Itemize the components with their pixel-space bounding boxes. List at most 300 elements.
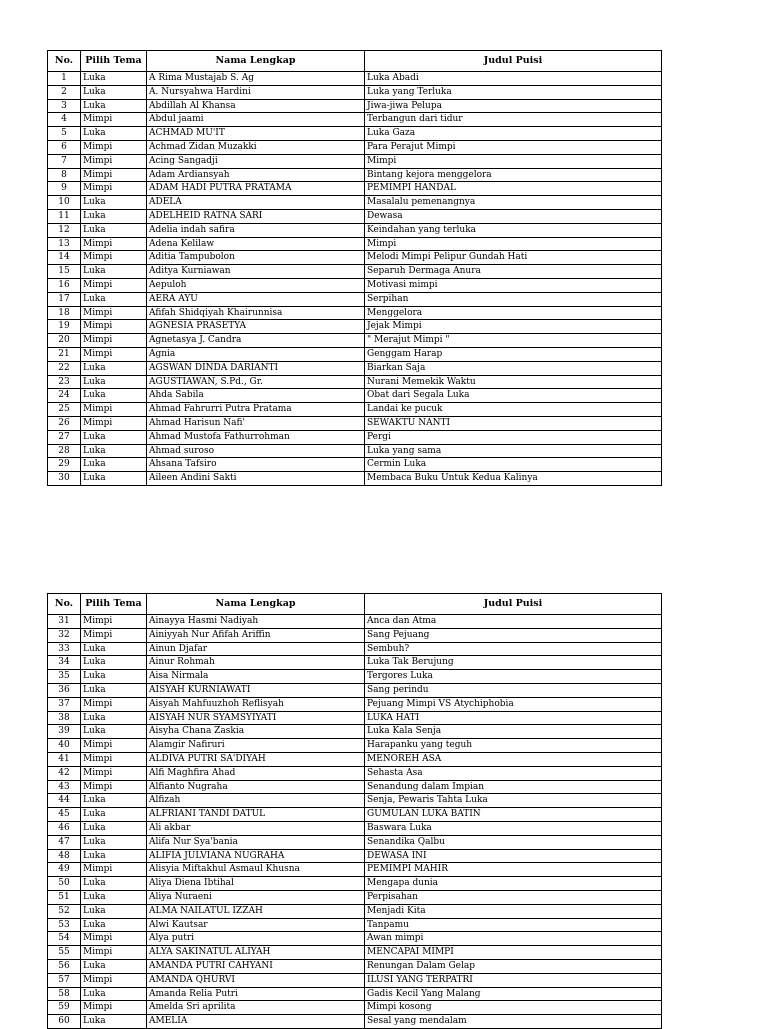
cell-no: 52 [48,904,81,918]
table-row [48,642,662,656]
table-row [48,656,662,670]
table-row [48,347,662,361]
cell-judul: Mengapa dunia [365,877,662,891]
cell-tema: Luka [81,835,147,849]
header-nama: Nama Lengkap [147,594,365,615]
cell-tema: Mimpi [81,697,147,711]
cell-nama: AMELIA [147,1015,365,1029]
cell-nama: Aditya Kurniawan [147,265,365,279]
table-row [48,725,662,739]
cell-tema: Luka [81,265,147,279]
cell-nama: Aditia Tampubolon [147,251,365,265]
cell-nama: ALDIVA PUTRI SA'DIYAH [147,752,365,766]
cell-no: 8 [48,168,81,182]
cell-tema: Mimpi [81,168,147,182]
table-row [48,127,662,141]
cell-no: 46 [48,821,81,835]
table-row [48,877,662,891]
cell-no: 23 [48,375,81,389]
cell-tema: Luka [81,209,147,223]
cell-no: 19 [48,320,81,334]
cell-no: 25 [48,403,81,417]
cell-tema: Mimpi [81,752,147,766]
cell-judul: " Merajut Mimpi " [365,334,662,348]
cell-nama: Aisa Nirmala [147,670,365,684]
cell-tema: Luka [81,683,147,697]
cell-tema: Luka [81,711,147,725]
table-row [48,430,662,444]
cell-judul: Sehasta Asa [365,766,662,780]
cell-judul: Luka Tak Berujung [365,656,662,670]
cell-nama: Alfianto Nugraha [147,780,365,794]
cell-tema: Luka [81,430,147,444]
cell-tema: Mimpi [81,251,147,265]
cell-tema: Mimpi [81,278,147,292]
cell-judul: Dewasa [365,209,662,223]
cell-tema: Luka [81,794,147,808]
table-row [48,251,662,265]
cell-tema: Luka [81,361,147,375]
cell-no: 59 [48,1001,81,1015]
cell-tema: Mimpi [81,347,147,361]
cell-tema: Luka [81,472,147,486]
cell-judul: Sesal yang mendalam [365,1015,662,1029]
cell-judul: ILUSI YANG TERPATRI [365,973,662,987]
cell-tema: Luka [81,127,147,141]
cell-nama: Ainun Djafar [147,642,365,656]
cell-no: 6 [48,140,81,154]
cell-tema: Mimpi [81,416,147,430]
cell-tema: Mimpi [81,766,147,780]
cell-tema: Mimpi [81,306,147,320]
cell-no: 38 [48,711,81,725]
cell-judul: Mimpi [365,237,662,251]
cell-nama: Aisyha Chana Zaskia [147,725,365,739]
cell-nama: Aisyah Mahfuuzhoh Reflisyah [147,697,365,711]
cell-no: 60 [48,1015,81,1029]
cell-judul: Masalalu pemenangnya [365,196,662,210]
cell-no: 5 [48,127,81,141]
cell-judul: Jiwa-jiwa Pelupa [365,99,662,113]
cell-tema: Luka [81,223,147,237]
table-row [48,168,662,182]
cell-tema: Luka [81,987,147,1001]
cell-judul: PEMIMPI HANDAL [365,182,662,196]
cell-no: 22 [48,361,81,375]
table-row [48,140,662,154]
cell-judul: Bintang kejora menggelora [365,168,662,182]
cell-no: 45 [48,808,81,822]
table-row [48,794,662,808]
cell-nama: Amelda Sri aprilita [147,1001,365,1015]
cell-nama: Ahsana Tafsiro [147,458,365,472]
cell-no: 50 [48,877,81,891]
cell-nama: Ali akbar [147,821,365,835]
cell-tema: Luka [81,890,147,904]
table-row [48,959,662,973]
cell-judul: Membaca Buku Untuk Kedua Kalinya [365,472,662,486]
table-row [48,458,662,472]
cell-nama: ALMA NAILATUL IZZAH [147,904,365,918]
cell-no: 26 [48,416,81,430]
table-row [48,292,662,306]
table-row [48,752,662,766]
table-row [48,863,662,877]
cell-tema: Mimpi [81,140,147,154]
cell-no: 48 [48,849,81,863]
cell-no: 28 [48,444,81,458]
cell-no: 54 [48,932,81,946]
cell-no: 44 [48,794,81,808]
cell-no: 9 [48,182,81,196]
cell-nama: Alifa Nur Sya'bania [147,835,365,849]
cell-nama: Alamgir Nafiruri [147,739,365,753]
table-row [48,987,662,1001]
header-nama: Nama Lengkap [147,51,365,72]
cell-tema: Mimpi [81,154,147,168]
cell-tema: Mimpi [81,182,147,196]
cell-judul: Menjadi Kita [365,904,662,918]
cell-nama: Aepuloh [147,278,365,292]
cell-tema: Luka [81,959,147,973]
cell-nama: Abdillah Al Khansa [147,99,365,113]
cell-judul: Tanpamu [365,918,662,932]
cell-no: 51 [48,890,81,904]
table-row [48,334,662,348]
poetry-table [47,50,662,486]
cell-nama: ALFRIANI TANDI DATUL [147,808,365,822]
cell-no: 29 [48,458,81,472]
cell-judul: Anca dan Atma [365,615,662,629]
cell-tema: Luka [81,918,147,932]
cell-nama: Aliya Diena Ibtihal [147,877,365,891]
cell-no: 14 [48,251,81,265]
cell-judul: Nurani Memekik Waktu [365,375,662,389]
cell-no: 17 [48,292,81,306]
cell-judul: Landai ke pucuk [365,403,662,417]
cell-judul: Sembuh? [365,642,662,656]
table-row [48,904,662,918]
table-row [48,683,662,697]
cell-nama: Agnetasya J. Candra [147,334,365,348]
cell-judul: Luka yang sama [365,444,662,458]
cell-tema: Mimpi [81,932,147,946]
cell-no: 2 [48,85,81,99]
poetry-table-1 [47,50,661,486]
cell-tema: Mimpi [81,403,147,417]
cell-nama: AMANDA QHURVI [147,973,365,987]
cell-judul: Serpihan [365,292,662,306]
cell-tema: Luka [81,458,147,472]
cell-tema: Mimpi [81,739,147,753]
table-row [48,320,662,334]
cell-nama: Adam Ardiansyah [147,168,365,182]
cell-tema: Luka [81,821,147,835]
cell-nama: Amanda Relia Putri [147,987,365,1001]
cell-judul: Motivasi mimpi [365,278,662,292]
cell-judul: Separuh Dermaga Anura [365,265,662,279]
cell-judul: Cermin Luka [365,458,662,472]
table-row [48,697,662,711]
cell-no: 57 [48,973,81,987]
table-row [48,223,662,237]
cell-no: 24 [48,389,81,403]
cell-nama: A Rima Mustajab S. Ag [147,72,365,86]
table-row [48,375,662,389]
cell-no: 55 [48,946,81,960]
table-row [48,361,662,375]
cell-nama: ALIFIA JULVIANA NUGRAHA [147,849,365,863]
table-row [48,278,662,292]
cell-nama: ADELHEID RATNA SARI [147,209,365,223]
cell-nama: AISYAH NUR SYAMSYIYATI [147,711,365,725]
cell-no: 32 [48,628,81,642]
table-row [48,182,662,196]
cell-nama: ADAM HADI PUTRA PRATAMA [147,182,365,196]
cell-nama: Ainayya Hasmi Nadiyah [147,615,365,629]
cell-judul: Mimpi [365,154,662,168]
cell-no: 31 [48,615,81,629]
cell-no: 27 [48,430,81,444]
cell-nama: Adelia indah safira [147,223,365,237]
cell-nama: Ahmad Mustofa Fathurrohman [147,430,365,444]
cell-tema: Luka [81,444,147,458]
cell-tema: Luka [81,196,147,210]
cell-no: 36 [48,683,81,697]
cell-tema: Luka [81,656,147,670]
cell-no: 20 [48,334,81,348]
table-row [48,932,662,946]
cell-no: 34 [48,656,81,670]
cell-tema: Luka [81,904,147,918]
cell-nama: Afifah Shidqiyah Khairunnisa [147,306,365,320]
cell-tema: Mimpi [81,113,147,127]
header-tema: Pilih Tema [81,51,147,72]
table-row [48,389,662,403]
cell-judul: Renungan Dalam Gelap [365,959,662,973]
cell-judul: Biarkan Saja [365,361,662,375]
table-row [48,306,662,320]
cell-judul: Luka Gaza [365,127,662,141]
cell-tema: Mimpi [81,334,147,348]
cell-nama: ADELA [147,196,365,210]
cell-nama: Alya putri [147,932,365,946]
cell-no: 42 [48,766,81,780]
cell-tema: Mimpi [81,973,147,987]
cell-nama: Alisyia Miftakhul Asmaul Khusna [147,863,365,877]
cell-nama: Aliya Nuraeni [147,890,365,904]
cell-nama: Abdul jaami [147,113,365,127]
cell-nama: Acing Sangadji [147,154,365,168]
table-row [48,444,662,458]
cell-judul: Genggam Harap [365,347,662,361]
table-row [48,946,662,960]
cell-nama: Ainiyyah Nur Afifah Ariffin [147,628,365,642]
cell-nama: AGSWAN DINDA DARIANTI [147,361,365,375]
cell-tema: Luka [81,375,147,389]
cell-no: 41 [48,752,81,766]
cell-judul: LUKA HATI [365,711,662,725]
table-row [48,72,662,86]
cell-tema: Mimpi [81,863,147,877]
table-row [48,113,662,127]
cell-judul: Awan mimpi [365,932,662,946]
cell-no: 4 [48,113,81,127]
table-row [48,890,662,904]
cell-tema: Luka [81,292,147,306]
cell-nama: Ahmad Fahrurri Putra Pratama [147,403,365,417]
table-row [48,85,662,99]
table-header-row [48,51,662,72]
cell-judul: DEWASA INI [365,849,662,863]
table-row [48,209,662,223]
cell-judul: MENCAPAI MIMPI [365,946,662,960]
cell-nama: Ainur Rohmah [147,656,365,670]
cell-judul: SEWAKTU NANTI [365,416,662,430]
table-row [48,615,662,629]
cell-nama: ACHMAD MU'IT [147,127,365,141]
cell-tema: Mimpi [81,1001,147,1015]
table-row [48,711,662,725]
cell-judul: Menggelora [365,306,662,320]
cell-nama: Achmad Zidan Muzakki [147,140,365,154]
cell-judul: Sang perindu [365,683,662,697]
cell-judul: Obat dari Segala Luka [365,389,662,403]
cell-no: 3 [48,99,81,113]
cell-judul: Pejuang Mimpi VS Atychiphobia [365,697,662,711]
cell-judul: Luka Kala Senja [365,725,662,739]
cell-judul: Harapanku yang teguh [365,739,662,753]
header-no: No. [48,51,81,72]
cell-tema: Luka [81,99,147,113]
table-row [48,403,662,417]
table-row [48,628,662,642]
header-judul: Judul Puisi [365,51,662,72]
table-row [48,739,662,753]
cell-tema: Mimpi [81,946,147,960]
cell-judul: Senandung dalam Impian [365,780,662,794]
cell-judul: Mimpi kosong [365,1001,662,1015]
cell-judul: Melodi Mimpi Pelipur Gundah Hati [365,251,662,265]
table-row [48,973,662,987]
cell-no: 56 [48,959,81,973]
table-row [48,670,662,684]
cell-judul: Luka Abadi [365,72,662,86]
poetry-table-2 [47,593,661,1029]
cell-judul: PEMIMPI MAHIR [365,863,662,877]
cell-no: 18 [48,306,81,320]
table-row [48,99,662,113]
cell-judul: Terbangun dari tidur [365,113,662,127]
cell-no: 11 [48,209,81,223]
cell-no: 1 [48,72,81,86]
cell-tema: Luka [81,725,147,739]
cell-nama: Ahmad Harisun Nafi' [147,416,365,430]
cell-judul: Para Perajut Mimpi [365,140,662,154]
cell-judul: Pergi [365,430,662,444]
cell-tema: Luka [81,849,147,863]
cell-judul: Sang Pejuang [365,628,662,642]
table-row [48,1015,662,1029]
cell-no: 16 [48,278,81,292]
header-no: No. [48,594,81,615]
cell-judul: Tergores Luka [365,670,662,684]
table-row [48,265,662,279]
cell-judul: Senandika Qalbu [365,835,662,849]
cell-no: 13 [48,237,81,251]
table-row [48,835,662,849]
cell-judul: Perpisahan [365,890,662,904]
cell-no: 49 [48,863,81,877]
table-row [48,416,662,430]
cell-tema: Luka [81,389,147,403]
header-judul: Judul Puisi [365,594,662,615]
cell-no: 47 [48,835,81,849]
cell-judul: Keindahan yang terluka [365,223,662,237]
cell-nama: Alfi Maghfira Ahad [147,766,365,780]
cell-no: 58 [48,987,81,1001]
cell-tema: Luka [81,642,147,656]
cell-nama: Aileen Andini Sakti [147,472,365,486]
header-tema: Pilih Tema [81,594,147,615]
cell-no: 10 [48,196,81,210]
table-header-row [48,594,662,615]
cell-no: 43 [48,780,81,794]
cell-nama: Agnia [147,347,365,361]
cell-nama: Ahda Sabila [147,389,365,403]
cell-tema: Mimpi [81,320,147,334]
table-row [48,780,662,794]
poetry-table [47,593,662,1029]
cell-no: 53 [48,918,81,932]
cell-tema: Luka [81,877,147,891]
cell-nama: AGNESIA PRASETYA [147,320,365,334]
cell-nama: AERA AYU [147,292,365,306]
cell-nama: Ahmad suroso [147,444,365,458]
table-row [48,849,662,863]
cell-nama: A. Nursyahwa Hardini [147,85,365,99]
cell-judul: MENOREH ASA [365,752,662,766]
cell-no: 21 [48,347,81,361]
cell-no: 15 [48,265,81,279]
table-row [48,472,662,486]
cell-no: 40 [48,739,81,753]
cell-judul: Baswara Luka [365,821,662,835]
cell-tema: Mimpi [81,628,147,642]
cell-no: 39 [48,725,81,739]
cell-tema: Luka [81,72,147,86]
cell-nama: AMANDA PUTRI CAHYANI [147,959,365,973]
cell-no: 30 [48,472,81,486]
cell-nama: AGUSTIAWAN, S.Pd., Gr. [147,375,365,389]
table-row [48,918,662,932]
cell-no: 7 [48,154,81,168]
cell-tema: Luka [81,1015,147,1029]
cell-nama: Adena Kelilaw [147,237,365,251]
cell-no: 37 [48,697,81,711]
cell-tema: Luka [81,808,147,822]
cell-tema: Mimpi [81,780,147,794]
table-row [48,808,662,822]
cell-judul: Senja, Pewaris Tahta Luka [365,794,662,808]
table-row [48,1001,662,1015]
table-row [48,237,662,251]
cell-nama: Alwi Kautsar [147,918,365,932]
table-row [48,196,662,210]
table-row [48,766,662,780]
cell-judul: Gadis Kecil Yang Malang [365,987,662,1001]
cell-no: 35 [48,670,81,684]
